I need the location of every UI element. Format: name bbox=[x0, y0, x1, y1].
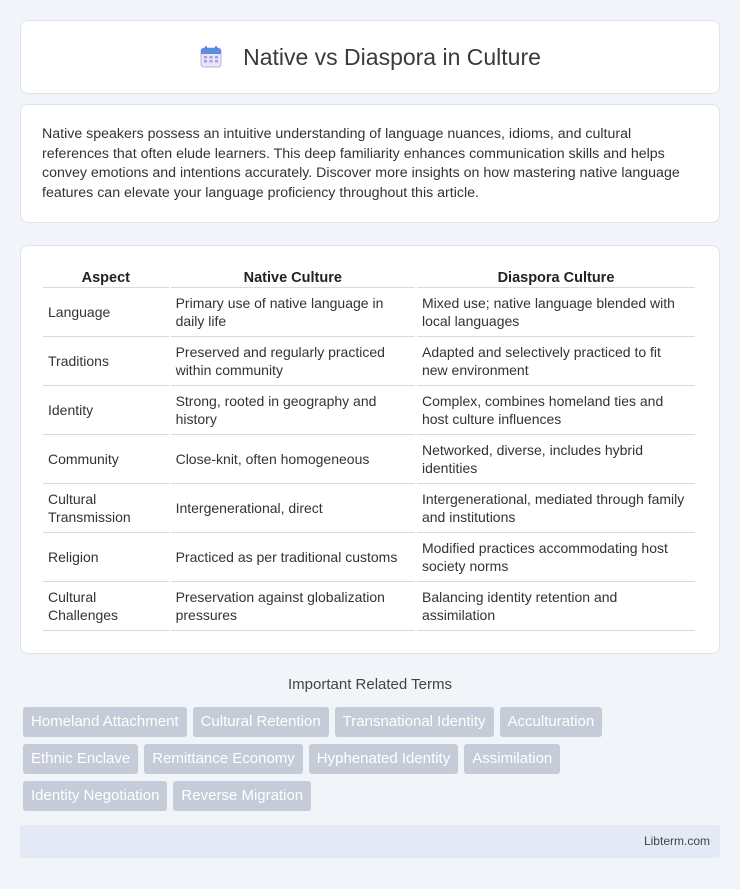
row-diaspora: Adapted and selectively practiced to fit new environment bbox=[417, 337, 695, 386]
related-term-tag[interactable]: Reverse Migration bbox=[173, 781, 311, 811]
row-native: Close-knit, often homogeneous bbox=[171, 435, 415, 484]
row-diaspora: Mixed use; native language blended with local languages bbox=[417, 288, 695, 337]
table-row bbox=[43, 533, 695, 582]
related-term-tag[interactable]: Ethnic Enclave bbox=[23, 744, 138, 774]
row-aspect: Religion bbox=[43, 533, 169, 582]
row-aspect: Language bbox=[43, 288, 169, 337]
table-row bbox=[43, 288, 695, 337]
related-term-tag[interactable]: Hyphenated Identity bbox=[309, 744, 458, 774]
column-header-aspect: Aspect bbox=[43, 268, 169, 288]
row-aspect: Community bbox=[43, 435, 169, 484]
comparison-table-card bbox=[20, 245, 720, 654]
page-title: Native vs Diaspora in Culture bbox=[243, 43, 541, 70]
row-aspect: Identity bbox=[43, 386, 169, 435]
header-card bbox=[20, 20, 720, 94]
row-aspect: Traditions bbox=[43, 337, 169, 386]
footer-site-link[interactable]: Libterm.com bbox=[643, 834, 710, 848]
row-native: Strong, rooted in geography and history bbox=[171, 386, 415, 435]
table-row bbox=[43, 582, 695, 631]
row-native: Intergenerational, direct bbox=[171, 484, 415, 533]
related-term-tag[interactable]: Remittance Economy bbox=[144, 744, 303, 774]
intro-text: Native speakers possess an intuitive understanding of language nuances, idioms, and cultural references that often elude learners. This deep familiarity enhances communication skills and helps convey emotions and intentions accurately. Discover more insights on how mastering native language features can elevate your language proficiency throughout this article. bbox=[42, 126, 680, 201]
row-diaspora: Complex, combines homeland ties and host culture influences bbox=[417, 386, 695, 435]
row-diaspora: Networked, diverse, includes hybrid identities bbox=[417, 435, 695, 484]
related-term-tag[interactable]: Acculturation bbox=[500, 707, 603, 737]
title-wrap bbox=[199, 44, 541, 71]
related-term-tag[interactable]: Identity Negotiation bbox=[23, 781, 167, 811]
row-diaspora: Balancing identity retention and assimilation bbox=[417, 582, 695, 631]
table-row bbox=[43, 484, 695, 533]
related-terms-list bbox=[23, 707, 703, 811]
related-term-tag[interactable]: Homeland Attachment bbox=[23, 707, 187, 737]
row-native: Preservation against globalization pressures bbox=[171, 582, 415, 631]
footer bbox=[20, 825, 720, 858]
calendar-icon bbox=[199, 45, 223, 69]
table-row bbox=[43, 386, 695, 435]
related-term-tag[interactable]: Cultural Retention bbox=[193, 707, 329, 737]
table-row bbox=[43, 337, 695, 386]
row-aspect: Cultural Challenges bbox=[43, 582, 169, 631]
related-term-tag[interactable]: Transnational Identity bbox=[335, 707, 494, 737]
row-native: Primary use of native language in daily life bbox=[171, 288, 415, 337]
related-terms-title: Important Related Terms bbox=[288, 676, 452, 693]
column-header-native: Native Culture bbox=[171, 268, 415, 288]
row-diaspora: Intergenerational, mediated through family and institutions bbox=[417, 484, 695, 533]
related-term-tag[interactable]: Assimilation bbox=[464, 744, 560, 774]
row-native: Practiced as per traditional customs bbox=[171, 533, 415, 582]
comparison-table bbox=[41, 268, 697, 631]
intro-card bbox=[20, 104, 720, 223]
row-native: Preserved and regularly practiced within community bbox=[171, 337, 415, 386]
row-diaspora: Modified practices accommodating host society norms bbox=[417, 533, 695, 582]
column-header-diaspora: Diaspora Culture bbox=[417, 268, 695, 288]
row-aspect: Cultural Transmission bbox=[43, 484, 169, 533]
table-row bbox=[43, 435, 695, 484]
table-header-row bbox=[43, 268, 695, 288]
